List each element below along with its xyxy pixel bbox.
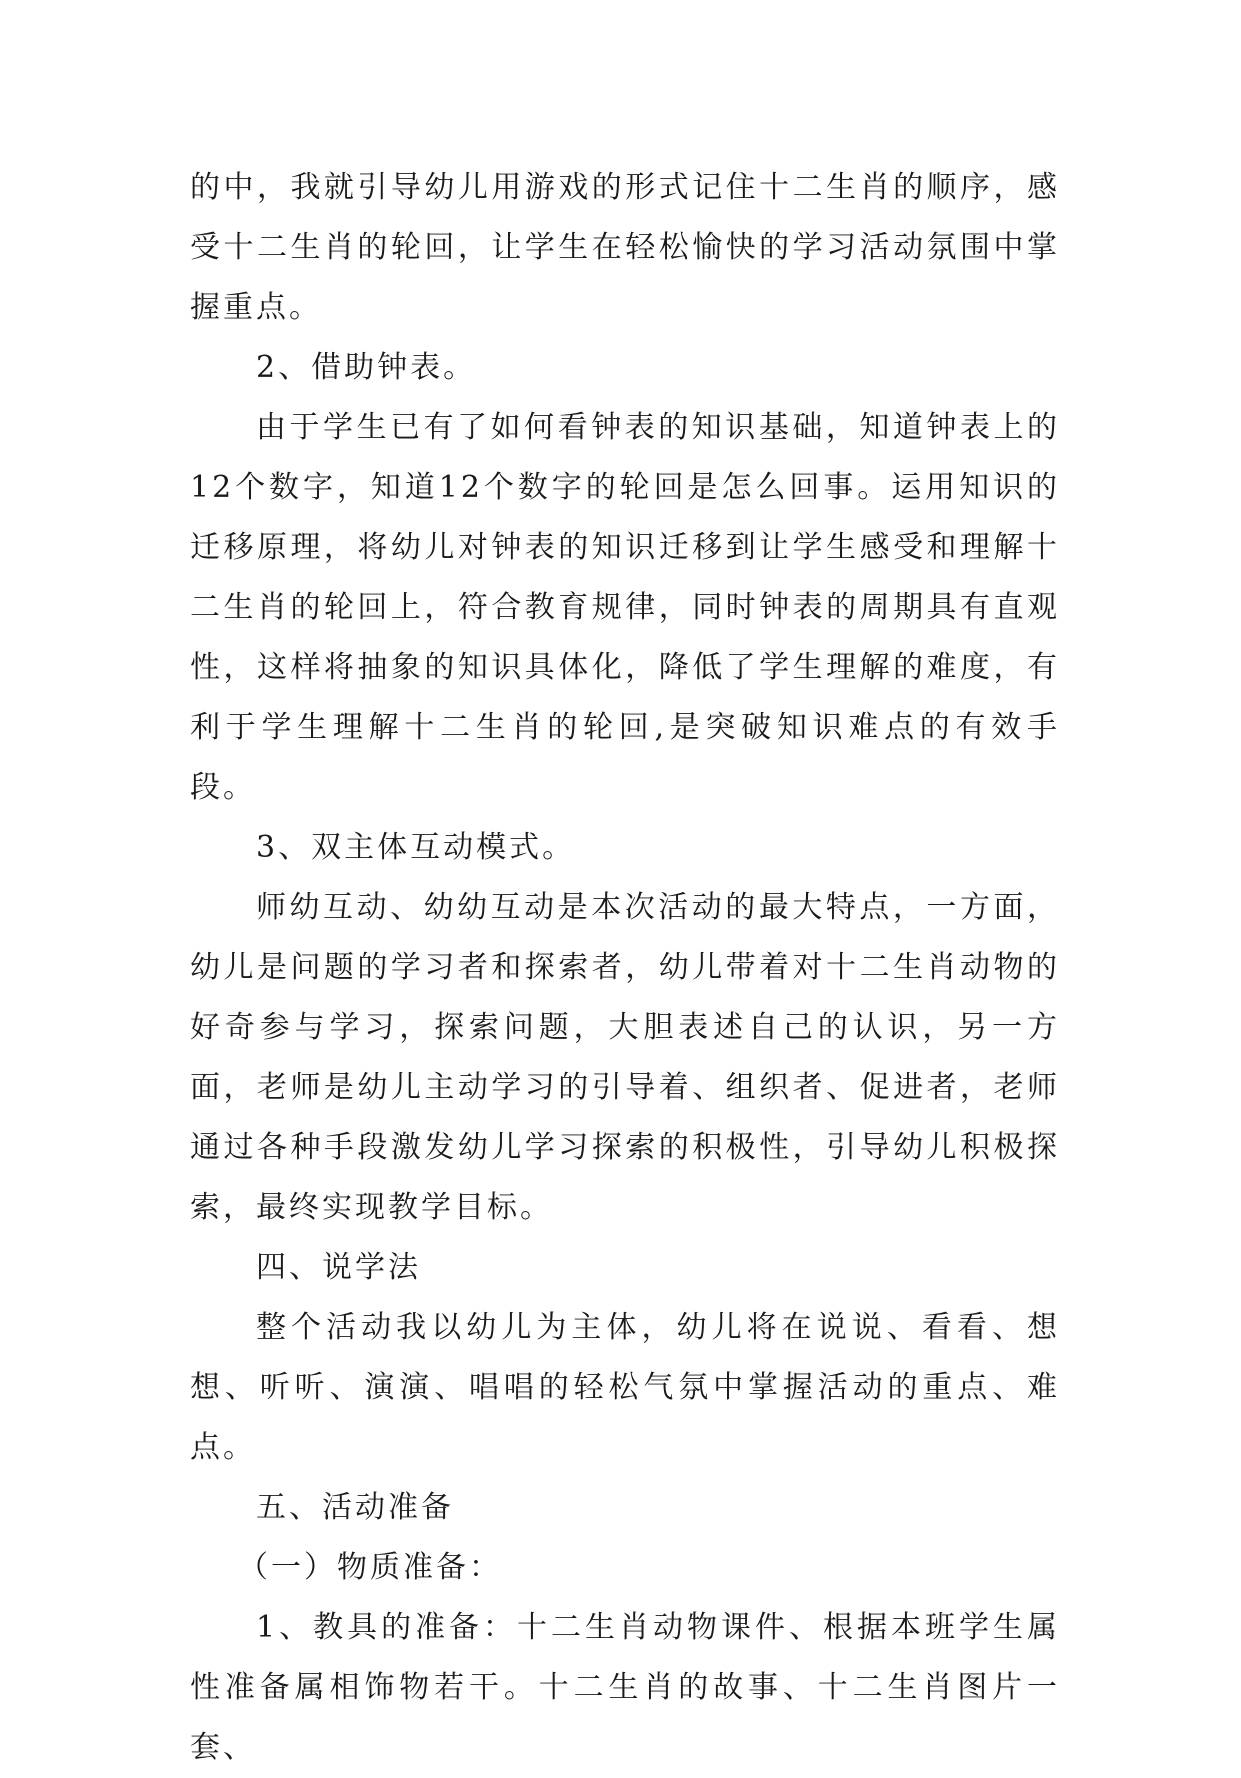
subheading-clock: 2、借助钟表。 xyxy=(256,350,477,385)
subheading-interaction: 3、双主体互动模式。 xyxy=(256,830,576,865)
paragraph-interaction: 师幼互动、幼幼互动是本次活动的最大特点，一方面，幼儿是问题的学习者和探索者，幼儿带着对十二生肖动物的好奇参与学习，探索问题，大胆表述自己的认识，另一方面，老师是幼儿主动学习的引导着、组织者、促进者，老师通过各种手段激发幼儿学习探索的积极性，引导幼儿积极探索，最终实现教学目标。 xyxy=(190,890,1060,1225)
document-body xyxy=(190,158,1060,1778)
paragraph-teaching-aids: 1、教具的准备：十二生肖动物课件、根据本班学生属性准备属相饰物若干。十二生肖的故事、十二生肖图片一套、 xyxy=(190,1610,1060,1765)
heading-activity-preparation: 五、活动准备 xyxy=(256,1490,454,1525)
paragraph-continuation: 的中，我就引导幼儿用游戏的形式记住十二生肖的顺序，感受十二生肖的轮回，让学生在轻松愉快的学习活动氛围中掌握重点。 xyxy=(190,170,1060,325)
subheading-material-preparation: （一）物质准备： xyxy=(238,1550,502,1585)
paragraph-clock: 由于学生已有了如何看钟表的知识基础，知道钟表上的12个数字，知道12个数字的轮回是怎么回事。运用知识的迁移原理，将幼儿对钟表的知识迁移到让学生感受和理解十二生肖的轮回上，符合教育规律，同时钟表的周期具有直观性，这样将抽象的知识具体化，降低了学生理解的难度，有利于学生理解十二生肖的轮回,是突破知识难点的有效手段。 xyxy=(190,410,1060,805)
heading-learning-method: 四、说学法 xyxy=(256,1250,421,1285)
paragraph-learning-method: 整个活动我以幼儿为主体，幼儿将在说说、看看、想想、听听、演演、唱唱的轻松气氛中掌握活动的重点、难点。 xyxy=(190,1310,1060,1465)
